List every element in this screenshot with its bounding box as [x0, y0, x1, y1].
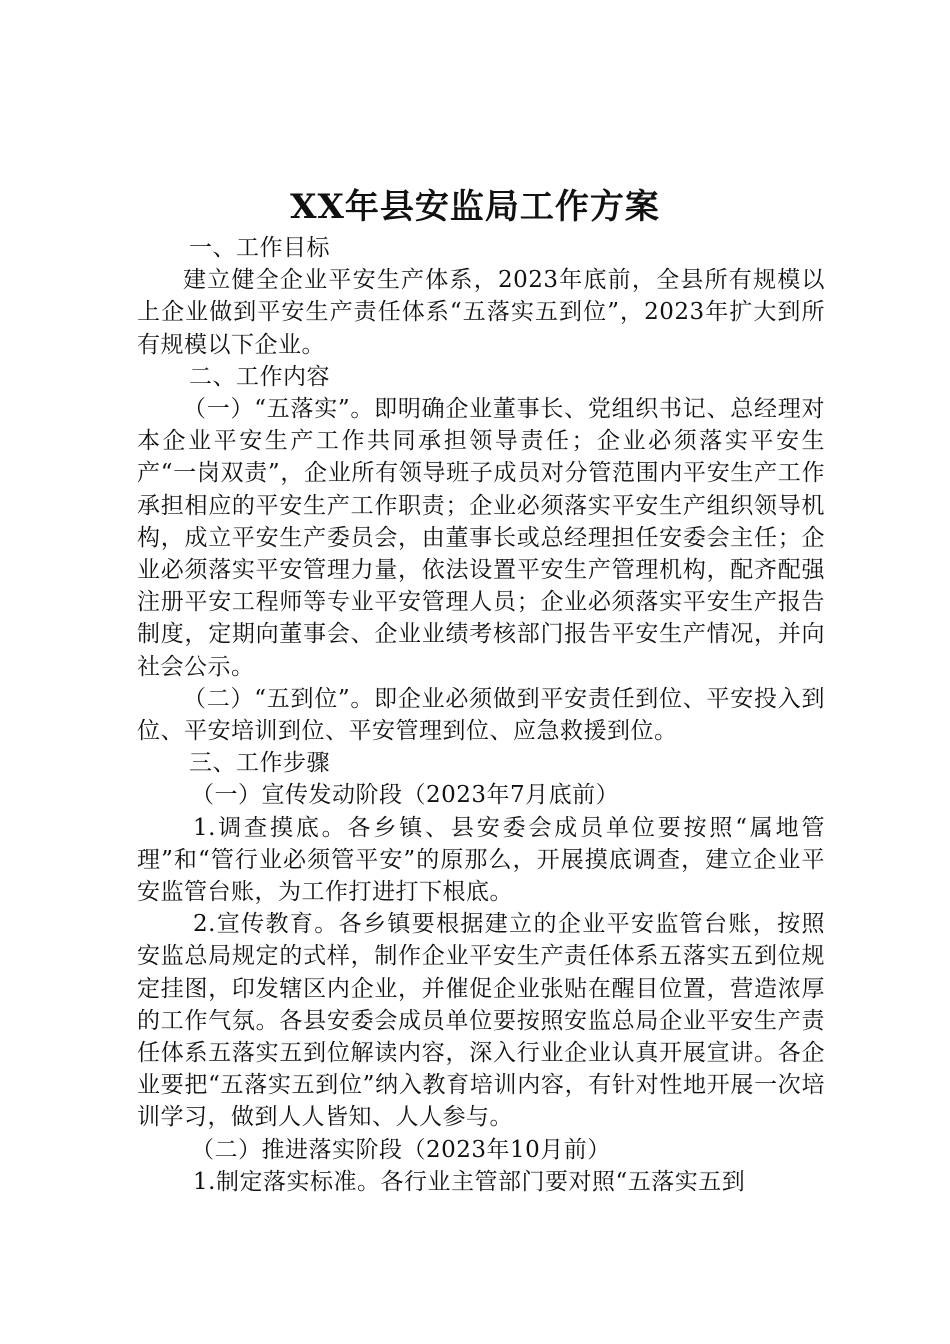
subsection-heading: （一）宣传发动阶段（2023年7月底前）: [191, 782, 620, 809]
document-body: [137, 232, 825, 1198]
paragraph: （一）“五落实”。即明确企业董事长、党组织书记、总经理对本企业平安生产工作共同承担领导责任；企业必须落实平安生产“一岗双责”，企业所有领导班子成员对分管范围内平安生产工作承担相应的平安生产工作职责；企业必须落实平安生产组织领导机构，成立平安生产委员会，由董事长或总经理担任安委会主任；企业必须落实平安管理力量，依法设置平安生产管理机构，配齐配强注册平安工程师等专业平安管理人员；企业必须落实平安生产报告制度，定期向董事会、企业业绩考核部门报告平安生产情况，并向社会公示。: [137, 396, 825, 680]
section-heading: 二、工作内容: [189, 363, 330, 390]
paragraph: 建立健全企业平安生产体系，2023年底前，全县所有规模以上企业做到平安生产责任体系“五落实五到位”，2023年扩大到所有规模以下企业。: [137, 267, 825, 358]
paragraph: 1.调查摸底。各乡镇、县安委会成员单位要按照“属地管理”和“管行业必须管平安”的原那么，开展摸底调查，建立企业平安监管台账，为工作打进打下根底。: [137, 814, 825, 906]
subsection-heading: （二）推进落实阶段（2023年10月前）: [191, 1136, 611, 1163]
section-heading: 一、工作目标: [189, 235, 330, 261]
paragraph: 2.宣传教育。各乡镇要根据建立的企业平安监管台账，按照安监总局规定的式样，制作企业平安生产责任体系五落实五到位规定挂图，印发辖区内企业，并催促企业张贴在醒目位置，营造浓厚的工作气氛。各县安委会成员单位要按照安监总局企业平安生产责任体系五落实五到位解读内容，深入行业企业认真开展宣讲。各企业要把“五落实五到位”纳入教育培训内容，有针对性地开展一次培训学习，做到人人皆知、人人参与。: [137, 911, 825, 1131]
section-heading: 三、工作步骤: [189, 750, 330, 777]
paragraph: 1.制定落实标准。各行业主管部门要对照“五落实五到: [193, 1168, 746, 1195]
paragraph: （二）“五到位”。即企业必须做到平安责任到位、平安投入到位、平安培训到位、平安管理到位、应急救援到位。: [137, 685, 825, 745]
document-title: XX年县安监局工作方案: [290, 187, 660, 227]
